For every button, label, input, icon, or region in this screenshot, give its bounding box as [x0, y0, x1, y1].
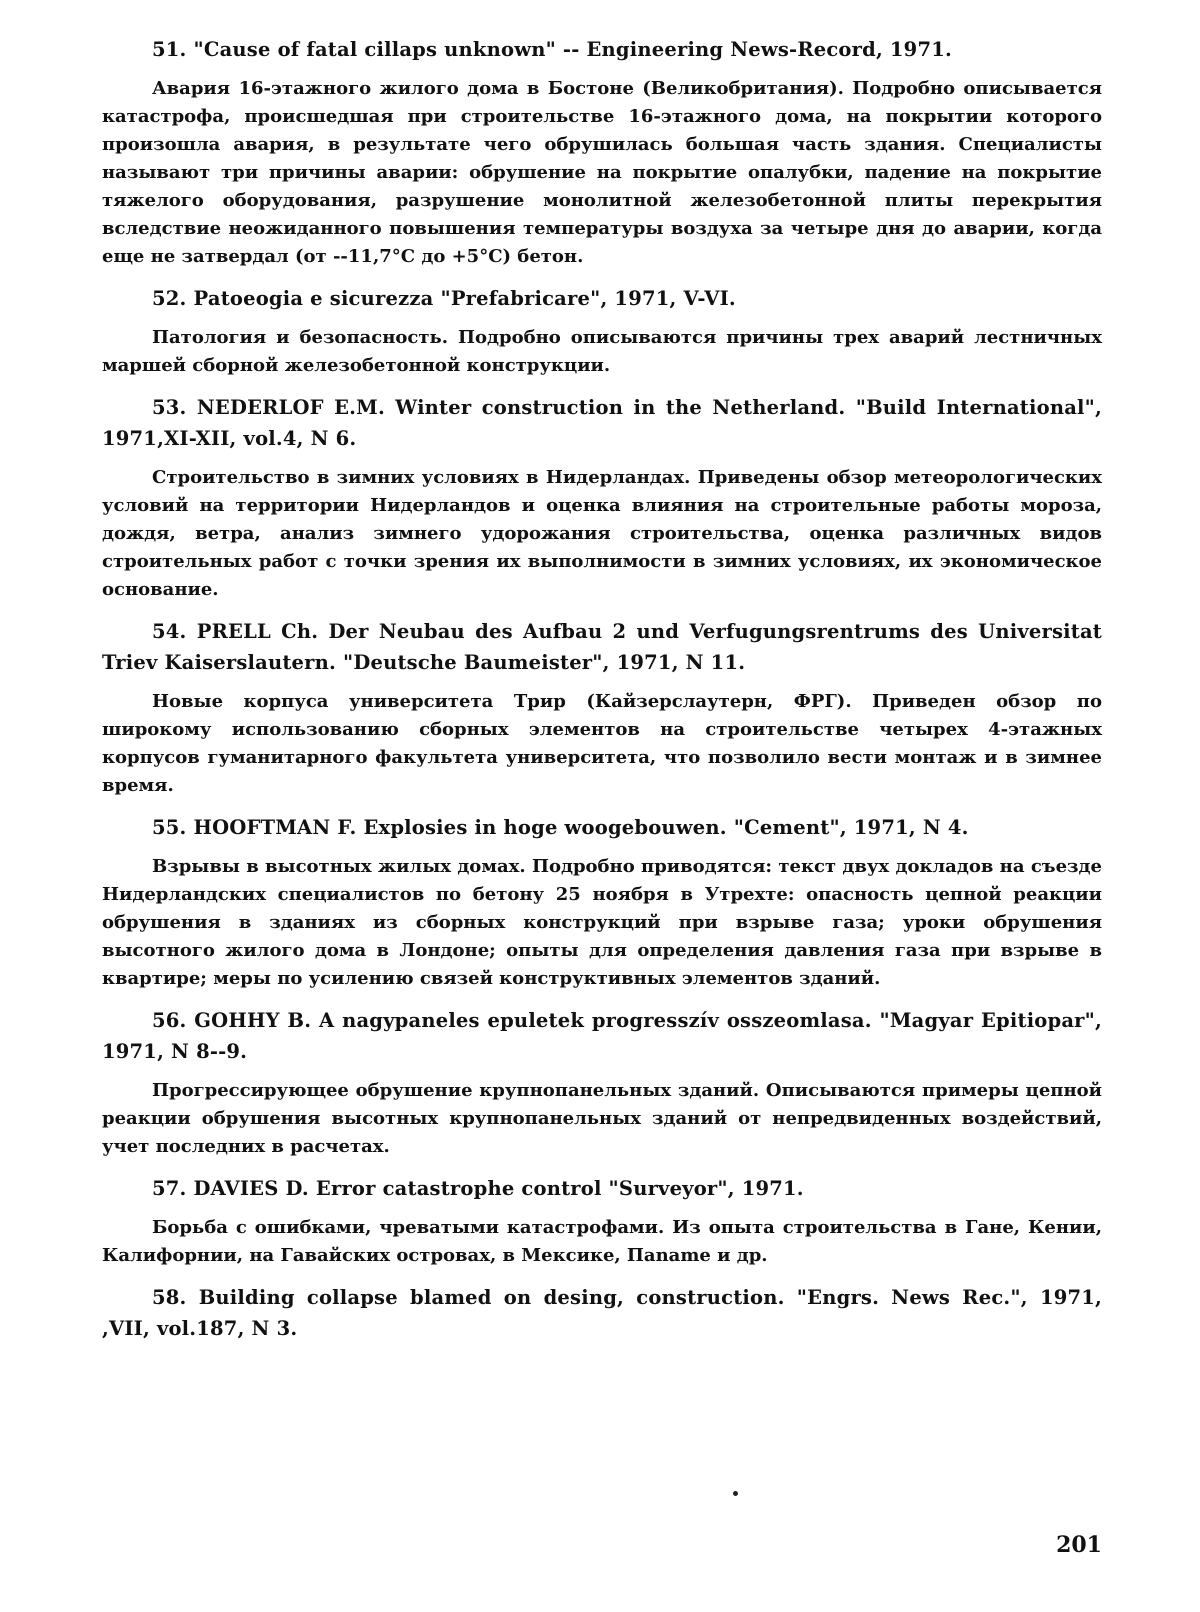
document-page [102, 34, 1102, 1354]
reference-58: 58. Building collapse blamed on desing, construction. "Engrs. News Rec.", 1971, ,VII, vol.187, N 3. [102, 1286, 1102, 1340]
abstract-57: Борьба с ошибками, чреватыми катастрофами. Из опыта строительства в Гане, Кении, Калифорнии, на Гавайских островах, в Мексике, Паname и др. [102, 1217, 1102, 1266]
reference-56: 56. GOHHY B. A nagypaneles epuletek progresszív osszeomlasa. "Magyar Epitiopar", 1971, N 8--9. [102, 1009, 1102, 1063]
reference-52: 52. Patoeogia e sicurezza "Prefabricare", 1971, V-VI. [152, 287, 736, 310]
abstract-51: Авария 16-этажного жилого дома в Бостоне (Великобритания). Подробно описывается катастрофа, происшедшая при строительстве 16-этажного дома, на покрытии которого произошла авария, в результате чего обрушилась большая часть здания. Специалисты называют три причины аварии: обрушение на покрытие опалубки, падение на покрытие тяжелого оборудования, разрушение монолитной железобетонной плиты перекрытия вследствие неожиданного повышения температуры воздуха за четыре дня до аварии, когда еще не затвердал (от --11,7°С до +5°С) бетон. [102, 78, 1102, 267]
abstract-56: Прогрессирующее обрушение крупнопанельных зданий. Описываются примеры цепной реакции обрушения высотных крупнопанельных зданий от непредвиденных воздействий, учет последних в расчетах. [102, 1080, 1102, 1157]
reference-55: 55. HOOFTMAN F. Explosies in hoge woogebouwen. "Cement", 1971, N 4. [152, 816, 969, 839]
reference-57: 57. DAVIES D. Error catastrophe control "Surveyor", 1971. [152, 1177, 804, 1200]
abstract-52: Патология и безопасность. Подробно описываются причины трех аварий лестничных маршей сборной железобетонной конструкции. [102, 327, 1102, 376]
reference-53: 53. NEDERLOF E.M. Winter construction in the Netherland. "Build International", 1971,XI-XII, vol.4, N 6. [102, 396, 1102, 450]
print-speck [733, 1491, 738, 1496]
abstract-55: Взрывы в высотных жилых домах. Подробно приводятся: текст двух докладов на съезде Нидерландских специалистов по бетону 25 ноября в Утрехте: опасность цепной реакции обрушения в зданиях из сборных конструкций при взрыве газа; уроки обрушения высотного жилого дома в Лондоне; опыты для определения давления газа при взрыве в квартире; меры по усилению связей конструктивных элементов зданий. [102, 856, 1102, 989]
abstract-54: Новые корпуса университета Трир (Кайзерслаутерн, ФРГ). Приведен обзор по широкому использованию сборных элементов на строительстве четырех 4-этажных корпусов гуманитарного факультета университета, что позволило вести монтаж и в зимнее время. [102, 691, 1102, 796]
abstract-53: Строительство в зимних условиях в Нидерландах. Приведены обзор метеорологических условий на территории Нидерландов и оценка влияния на строительные работы мороза, дождя, ветра, анализ зимнего удорожания строительства, оценка различных видов строительных работ с точки зрения их выполнимости в зимних условиях, их экономическое основание. [102, 467, 1102, 600]
page-number: 201 [1056, 1532, 1102, 1558]
reference-54: 54. PRELL Ch. Der Neubau des Aufbau 2 und Verfugungsrentrums des Universitat Triev Kaiserslautern. "Deutsche Baumeister", 1971, N 11. [102, 620, 1102, 674]
reference-51: 51. "Cause of fatal cillaps unknown" -- Engineering News-Record, 1971. [152, 38, 952, 61]
